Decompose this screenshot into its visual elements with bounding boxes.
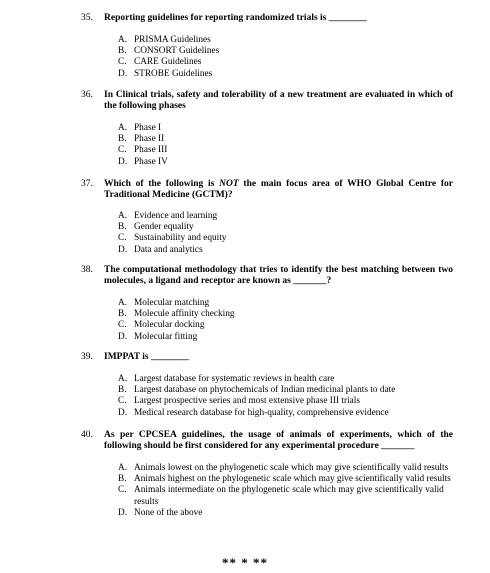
option-b [118,474,458,485]
question-text: As per CPCSEA guidelines, the usage of animals of experiments, which of the following should be first considered for any experimental procedure _______ [104,430,453,452]
option-text: PRISMA Guidelines [134,35,211,45]
option-b [118,222,458,233]
option-text: Largest prospective series and most extensive phase III trials [134,396,360,407]
option-a [118,123,458,134]
question-text: In Clinical trials, safety and tolerability of a new treatment are evaluated in which of the following phases [104,90,453,112]
option-text: Phase III [134,145,168,156]
option-letter: B. [118,46,127,57]
question-number: 37. [81,179,93,189]
option-c [118,57,458,68]
option-text: None of the above [134,507,203,518]
option-d [118,69,458,80]
option-c [118,233,458,244]
option-letter: D. [118,407,128,418]
option-text: Molecular matching [134,298,210,308]
option-text: Molecule affinity checking [134,309,235,320]
option-b [118,309,458,320]
option-text: Gender equality [134,222,194,233]
question-number: 36. [81,90,93,100]
question-text-emphasis: NOT [219,179,239,189]
question-text: The computational methodology that tries to identify the best matching between two molecules, a ligand and receptor are known as _______? [104,265,453,287]
option-letter: C. [118,145,127,156]
option-a [118,298,458,309]
option-text: CONSORT Guidelines [134,46,220,57]
option-d [118,332,458,343]
option-text: Sustainability and equity [134,233,227,244]
option-text: CARE Guidelines [134,57,202,68]
option-letter: B. [118,134,127,145]
option-text: Evidence and learning [134,211,218,221]
option-letter: B. [118,222,127,233]
option-letter: D. [118,156,128,167]
option-list [118,298,458,343]
option-a [118,211,458,222]
option-letter: A. [118,35,128,45]
option-letter: A. [118,463,128,473]
option-letter: C. [118,233,127,244]
option-b [118,385,458,396]
question-number: 38. [81,265,93,275]
question-text: IMPPAT is ________ [104,352,189,362]
option-text: Animals highest on the phylogenetic scale which may give scientifically valid results [134,474,451,485]
question-text [104,179,453,201]
option-letter: A. [118,374,128,384]
option-letter: D. [118,68,128,79]
option-text: STROBE Guidelines [134,68,213,79]
question-number: 39. [81,352,93,362]
option-text: Largest database for systematic reviews in health care [134,374,335,384]
option-c [118,485,458,507]
option-text: Molecular fitting [134,331,198,342]
option-list [118,211,458,256]
option-d [118,408,458,419]
option-a [118,374,458,385]
option-letter: B. [118,474,127,485]
option-text: Data and analytics [134,244,203,255]
option-letter: D. [118,244,128,255]
option-text: Phase I [134,123,162,133]
option-text: Phase II [134,134,165,145]
option-letter: C. [118,320,127,331]
end-marker: ** * ** [222,555,268,570]
option-list [118,374,458,419]
option-a [118,35,458,46]
option-letter: C. [118,485,127,496]
option-letter: C. [118,57,127,68]
option-list [118,463,458,519]
question-text: Reporting guidelines for reporting randomized trials is ________ [104,13,367,23]
option-d [118,508,458,519]
option-text: Phase IV [134,156,168,167]
option-text: Animals lowest on the phylogenetic scale which may give scientifically valid results [134,463,449,473]
option-text: Molecular docking [134,320,205,331]
option-text: Medical research database for high-quality, comprehensive evidence [134,407,389,418]
option-d [118,245,458,256]
option-c [118,145,458,156]
question-text-part: the main focus area of WHO Global Centre for Traditional Medicine (GCTM)? [104,179,454,201]
option-letter: B. [118,309,127,320]
option-text: Animals intermediate on the phylogenetic scale which may give scientifically valid results [134,485,444,507]
option-list [118,123,458,168]
option-letter: C. [118,396,127,407]
option-b [118,134,458,145]
question-number: 40. [81,430,93,440]
option-letter: A. [118,123,128,133]
option-c [118,396,458,407]
option-letter: A. [118,211,128,221]
option-letter: B. [118,385,127,396]
option-letter: D. [118,507,128,518]
question-number: 35. [81,13,93,23]
option-list [118,35,458,80]
option-c [118,320,458,331]
option-letter: D. [118,331,128,342]
option-a [118,463,458,474]
option-d [118,157,458,168]
question-text-part: Which of the following is [104,179,220,189]
option-letter: A. [118,298,128,308]
option-b [118,46,458,57]
option-text: Largest database on phytochemicals of Indian medicinal plants to date [134,385,396,396]
